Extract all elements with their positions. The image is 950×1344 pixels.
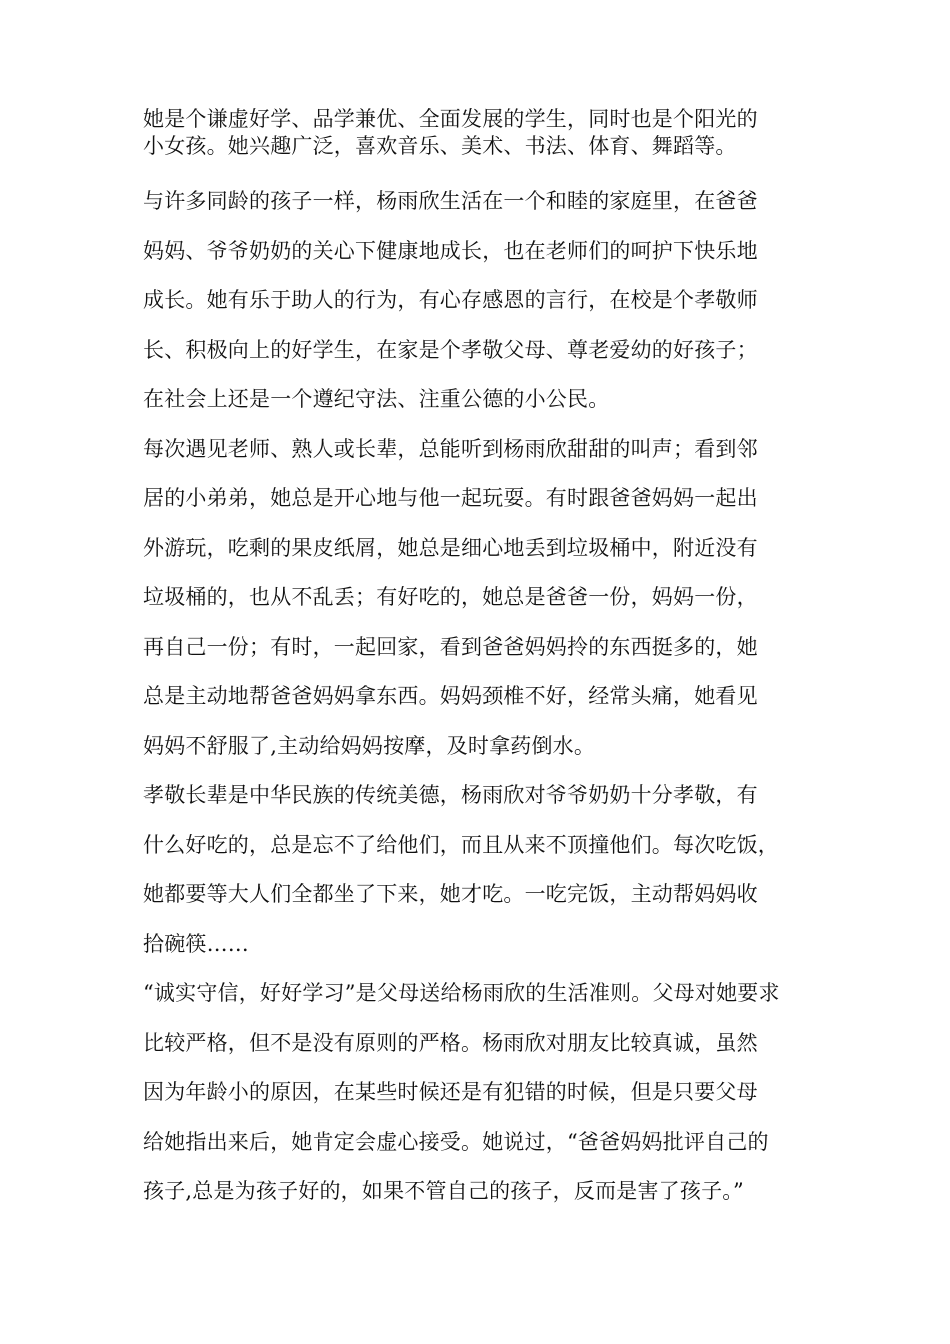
text-line: 总是主动地帮爸爸妈妈拿东西。妈妈颈椎不好，经常头痛，她看见 [143,684,758,708]
paragraph-5 [143,969,833,1217]
document-body [143,106,833,1217]
text-line: 居的小弟弟，她总是开心地与他一起玩耍。有时跟爸爸妈妈一起出 [143,486,758,510]
text-line: 与许多同龄的孩子一样，杨雨欣生活在一个和睦的家庭里，在爸爸 [143,189,758,213]
text-line: 她是个谦虚好学、品学兼优、全面发展的学生，同时也是个阳光的 [143,107,758,131]
text-line: 比较严格，但不是没有原则的严格。杨雨欣对朋友比较真诚，虽然 [143,1030,758,1055]
text-line: 在社会上还是一个遵纪守法、注重公德的小公民。 [143,387,610,411]
paragraph-3 [143,425,833,772]
text-line: 每次遇见老师、熟人或长辈，总能听到杨雨欣甜甜的叫声；看到邻 [143,436,758,461]
text-line: 成长。她有乐于助人的行为，有心存感恩的言行，在校是个孝敬师 [143,288,758,312]
text-line: 外游玩，吃剩的果皮纸屑，她总是细心地丢到垃圾桶中，附近没有 [143,535,758,560]
text-line: 给她指出来后，她肯定会虚心接受。她说过，“爸爸妈妈批评自己的 [143,1129,769,1154]
text-line: 拾碗筷…… [143,931,249,956]
text-line: 什么好吃的，总是忘不了给他们，而且从来不顶撞他们。每次吃饭， [143,832,779,857]
text-line: 妈妈、爷爷奶奶的关心下健康地成长，也在老师们的呵护下快乐地 [143,238,758,263]
text-line: 孝敬长辈是中华民族的传统美德，杨雨欣对爷爷奶奶十分孝敬，有 [143,783,758,807]
paragraph-1 [143,106,833,160]
paragraph-2 [143,177,833,425]
text-line: 长、积极向上的好学生，在家是个孝敬父母、尊老爱幼的好孩子； [143,337,758,362]
text-line: “诚实守信，好好学习”是父母送给杨雨欣的生活准则。父母对她要求 [143,981,780,1005]
text-line: 妈妈不舒服了,主动给妈妈按摩，及时拿药倒水。 [143,733,596,758]
text-line: 因为年龄小的原因，在某些时候还是有犯错的时候，但是只要父母 [143,1080,758,1104]
text-line: 垃圾桶的，也从不乱丢；有好吃的，她总是爸爸一份，妈妈一份， [143,585,758,609]
text-line: 她都要等大人们全都坐了下来，她才吃。一吃完饭，主动帮妈妈收 [143,882,758,906]
text-line: 再自己一份；有时，一起回家，看到爸爸妈妈拎的东西挺多的，她 [143,634,758,659]
paragraph-4 [143,771,833,969]
text-line: 孩子,总是为孩子好的，如果不管自己的孩子，反而是害了孩子。” [143,1179,744,1203]
text-line: 小女孩。她兴趣广泛，喜欢音乐、美术、书法、体育、舞蹈等。 [143,134,737,158]
